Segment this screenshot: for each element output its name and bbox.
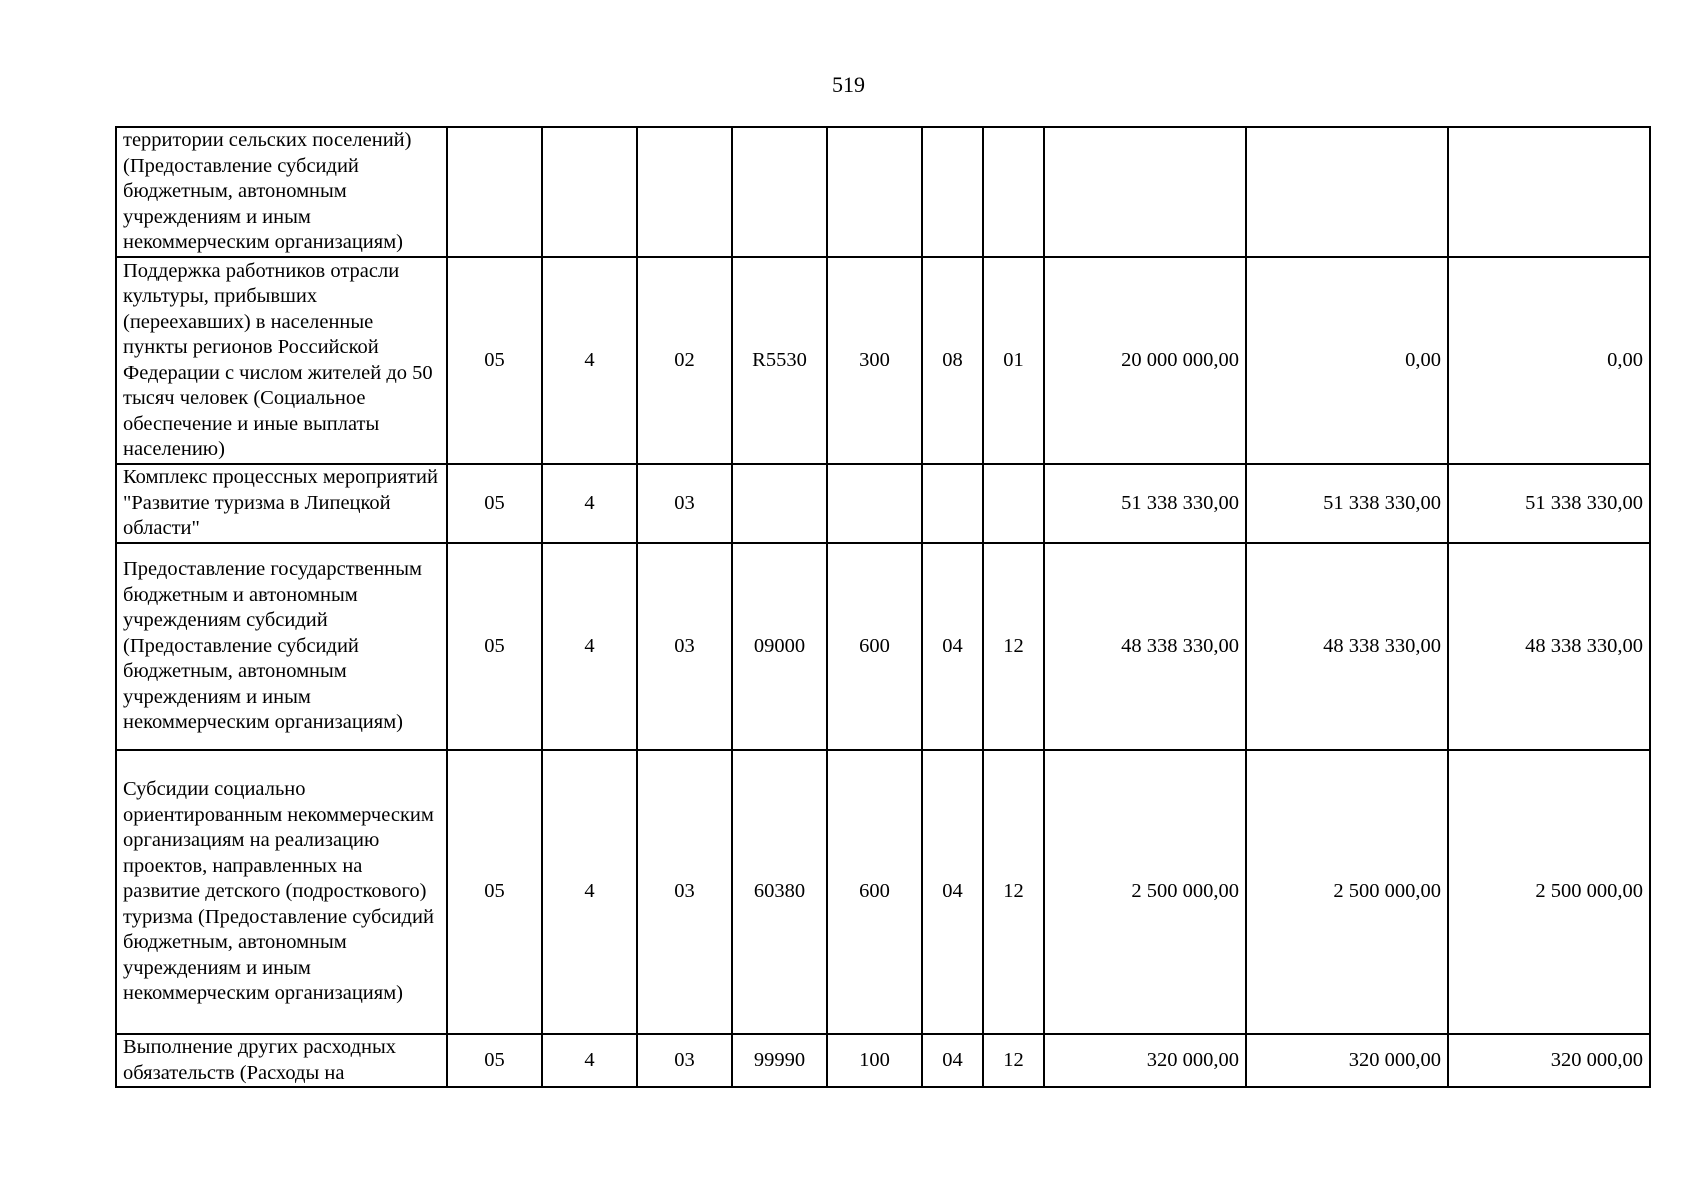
subprogram-code: 4 [542,464,637,543]
direction-code: 09000 [732,543,827,750]
amount-year-3: 320 000,00 [1448,1034,1650,1087]
table-row [116,543,1650,750]
amount-year-2: 2 500 000,00 [1246,750,1448,1034]
section-code [922,127,983,257]
subsection-code [983,127,1044,257]
amount-year-3 [1448,127,1650,257]
program-code: 05 [447,464,542,543]
amount-year-3: 51 338 330,00 [1448,464,1650,543]
subsection-code [983,464,1044,543]
section-code [922,464,983,543]
direction-code [732,127,827,257]
subsection-code: 01 [983,257,1044,464]
program-code [447,127,542,257]
subprogram-code: 4 [542,750,637,1034]
amount-year-1: 20 000 000,00 [1044,257,1246,464]
program-code: 05 [447,257,542,464]
section-code: 04 [922,543,983,750]
amount-year-2 [1246,127,1448,257]
expense-type-code: 100 [827,1034,922,1087]
row-description: территории сельских поселений) (Предоставление субсидий бюджетным, автономным учреждениям и иным некоммерческим организациям) [116,127,447,257]
budget-table [115,126,1651,1088]
program-code: 05 [447,1034,542,1087]
element-code: 03 [637,1034,732,1087]
amount-year-1: 320 000,00 [1044,1034,1246,1087]
direction-code [732,464,827,543]
expense-type-code: 600 [827,543,922,750]
subsection-code: 12 [983,1034,1044,1087]
amount-year-1: 48 338 330,00 [1044,543,1246,750]
element-code [637,127,732,257]
table-row [116,750,1650,1034]
expense-type-code [827,464,922,543]
row-description: Выполнение других расходных обязательств (Расходы на [116,1034,447,1087]
section-code: 08 [922,257,983,464]
page-number: 519 [832,72,865,97]
table-row [116,1034,1650,1087]
subsection-code: 12 [983,750,1044,1034]
section-code: 04 [922,750,983,1034]
row-description: Субсидии социально ориентированным некоммерческим организациям на реализацию проектов, направленных на развитие детского (подросткового) туризма (Предоставление субсидий бюджетным, автономным учреждениям и иным некоммерческим организациям) [116,750,447,1034]
amount-year-1: 51 338 330,00 [1044,464,1246,543]
amount-year-2: 320 000,00 [1246,1034,1448,1087]
amount-year-1 [1044,127,1246,257]
expense-type-code: 300 [827,257,922,464]
subprogram-code [542,127,637,257]
amount-year-2: 48 338 330,00 [1246,543,1448,750]
row-description: Комплекс процессных мероприятий "Развитие туризма в Липецкой области" [116,464,447,543]
amount-year-2: 51 338 330,00 [1246,464,1448,543]
subprogram-code: 4 [542,257,637,464]
direction-code: R5530 [732,257,827,464]
subprogram-code: 4 [542,543,637,750]
expense-type-code [827,127,922,257]
table-row [116,127,1650,257]
table-row [116,257,1650,464]
amount-year-3: 0,00 [1448,257,1650,464]
element-code: 03 [637,464,732,543]
element-code: 03 [637,543,732,750]
element-code: 03 [637,750,732,1034]
program-code: 05 [447,543,542,750]
expense-type-code: 600 [827,750,922,1034]
subsection-code: 12 [983,543,1044,750]
amount-year-3: 48 338 330,00 [1448,543,1650,750]
amount-year-1: 2 500 000,00 [1044,750,1246,1034]
subprogram-code: 4 [542,1034,637,1087]
direction-code: 60380 [732,750,827,1034]
row-description: Предоставление государственным бюджетным и автономным учреждениям субсидий (Предоставление субсидий бюджетным, автономным учреждениям и иным некоммерческим организациям) [116,543,447,750]
direction-code: 99990 [732,1034,827,1087]
element-code: 02 [637,257,732,464]
amount-year-2: 0,00 [1246,257,1448,464]
program-code: 05 [447,750,542,1034]
amount-year-3: 2 500 000,00 [1448,750,1650,1034]
table-row [116,464,1650,543]
section-code: 04 [922,1034,983,1087]
row-description: Поддержка работников отрасли культуры, прибывших (переехавших) в населенные пункты регионов Российской Федерации с числом жителей до 50 тысяч человек (Социальное обеспечение и иные выплаты населению) [116,257,447,464]
